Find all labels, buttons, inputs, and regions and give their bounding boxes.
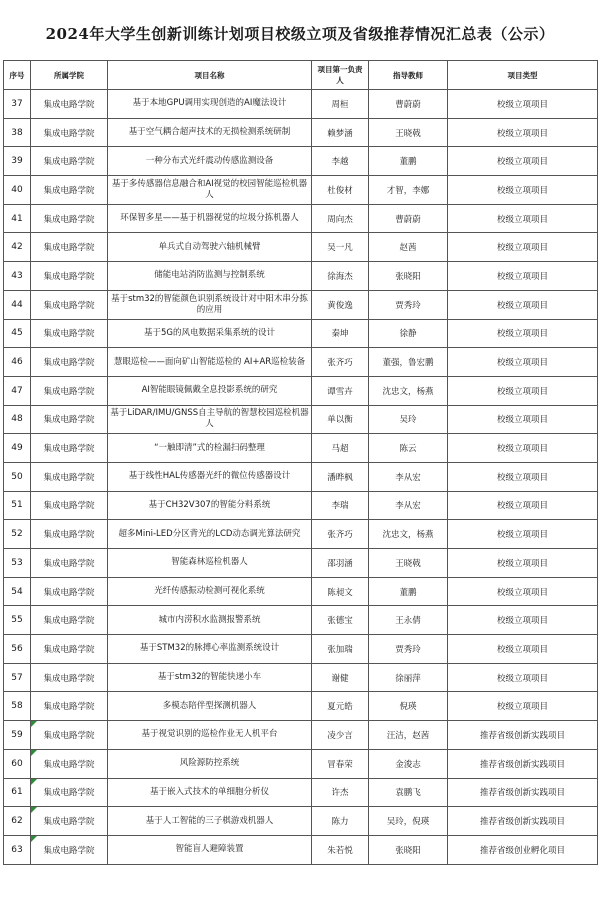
cell-advisor: 贾秀玲 [369, 635, 448, 664]
cell-type: 校级立项项目 [448, 606, 598, 635]
cell-advisor: 王晓戟 [369, 549, 448, 578]
cell-college: 集成电路学院 [31, 749, 108, 778]
cell-leader: 夏元皓 [312, 692, 369, 721]
cell-leader: 李瑞 [312, 491, 369, 520]
cell-type: 校级立项项目 [448, 348, 598, 377]
header-college: 所属学院 [31, 61, 108, 90]
cell-college: 集成电路学院 [31, 204, 108, 233]
cell-type: 校级立项项目 [448, 290, 598, 319]
cell-leader: 张齐巧 [312, 520, 369, 549]
cell-no: 56 [4, 635, 31, 664]
cell-no: 58 [4, 692, 31, 721]
header-type: 项目类型 [448, 61, 598, 90]
cell-college: 集成电路学院 [31, 319, 108, 348]
cell-no: 51 [4, 491, 31, 520]
table-row [4, 118, 598, 147]
cell-no: 57 [4, 663, 31, 692]
table-row [4, 233, 598, 262]
table-row [4, 721, 598, 750]
cell-no: 52 [4, 520, 31, 549]
cell-project-name: AI智能眼镜佩戴全息投影系统的研究 [108, 376, 312, 405]
cell-advisor: 贾秀玲 [369, 290, 448, 319]
table-row [4, 434, 598, 463]
cell-leader: 马超 [312, 434, 369, 463]
cell-type: 校级立项项目 [448, 147, 598, 176]
cell-leader: 邵羽涵 [312, 549, 369, 578]
cell-leader: 许杰 [312, 778, 369, 807]
table-row [4, 176, 598, 205]
cell-leader: 谭雪卉 [312, 376, 369, 405]
cell-type: 校级立项项目 [448, 635, 598, 664]
cell-college: 集成电路学院 [31, 405, 108, 434]
cell-project-name: 单兵式自动驾驶六轴机械臂 [108, 233, 312, 262]
cell-project-name: 基于5G的风电数据采集系统的设计 [108, 319, 312, 348]
table-row [4, 147, 598, 176]
table-row [4, 663, 598, 692]
header-project-name: 项目名称 [108, 61, 312, 90]
table-row [4, 348, 598, 377]
cell-no: 44 [4, 290, 31, 319]
cell-no: 55 [4, 606, 31, 635]
cell-college: 集成电路学院 [31, 520, 108, 549]
cell-no: 49 [4, 434, 31, 463]
cell-project-name: 光纤传感振动检测可视化系统 [108, 577, 312, 606]
cell-project-name: 智能盲人避障装置 [108, 835, 312, 864]
cell-type: 校级立项项目 [448, 262, 598, 291]
cell-type: 校级立项项目 [448, 663, 598, 692]
cell-advisor: 陈云 [369, 434, 448, 463]
cell-leader: 朱若悦 [312, 835, 369, 864]
header-row [4, 61, 598, 90]
cell-project-name: 多模态陪伴型探测机器人 [108, 692, 312, 721]
cell-college: 集成电路学院 [31, 491, 108, 520]
cell-project-name: 基于本地GPU调用实现创造的AI魔法设计 [108, 90, 312, 119]
cell-type: 校级立项项目 [448, 462, 598, 491]
cell-college: 集成电路学院 [31, 176, 108, 205]
cell-project-name: 基于stm32的智能颜色识别系统设计对中阳木串分拣的应用 [108, 290, 312, 319]
cell-college: 集成电路学院 [31, 262, 108, 291]
table-row [4, 577, 598, 606]
cell-no: 53 [4, 549, 31, 578]
cell-project-name: 基于STM32的脉搏心率监测系统设计 [108, 635, 312, 664]
cell-type: 推荐省级创新实践项目 [448, 807, 598, 836]
cell-type: 校级立项项目 [448, 90, 598, 119]
cell-no: 45 [4, 319, 31, 348]
cell-advisor: 汪洁，赵茜 [369, 721, 448, 750]
cell-advisor: 金浚志 [369, 749, 448, 778]
cell-advisor: 徐丽萍 [369, 663, 448, 692]
cell-college: 集成电路学院 [31, 147, 108, 176]
cell-leader: 吴一凡 [312, 233, 369, 262]
cell-project-name: 风险源防控系统 [108, 749, 312, 778]
cell-college: 集成电路学院 [31, 549, 108, 578]
cell-college: 集成电路学院 [31, 835, 108, 864]
cell-college: 集成电路学院 [31, 807, 108, 836]
cell-no: 42 [4, 233, 31, 262]
cell-leader: 陈力 [312, 807, 369, 836]
cell-advisor: 曹蔚蔚 [369, 204, 448, 233]
table-row [4, 692, 598, 721]
cell-no: 39 [4, 147, 31, 176]
cell-no: 46 [4, 348, 31, 377]
cell-no: 59 [4, 721, 31, 750]
cell-advisor: 才智，李娜 [369, 176, 448, 205]
cell-no: 38 [4, 118, 31, 147]
summary-sheet [3, 8, 597, 865]
cell-project-name: 一种分布式光纤震动传感监测设备 [108, 147, 312, 176]
cell-no: 41 [4, 204, 31, 233]
cell-leader: 秦坤 [312, 319, 369, 348]
cell-type: 校级立项项目 [448, 376, 598, 405]
cell-type: 推荐省级创新实践项目 [448, 778, 598, 807]
cell-college: 集成电路学院 [31, 348, 108, 377]
cell-college: 集成电路学院 [31, 290, 108, 319]
cell-project-name: 慧眼巡检——面向矿山智能巡检的 AI+AR巡检装备 [108, 348, 312, 377]
cell-project-name: 基于LiDAR/IMU/GNSS自主导航的智慧校园巡检机器人 [108, 405, 312, 434]
cell-leader: 周桓 [312, 90, 369, 119]
cell-advisor: 王永倩 [369, 606, 448, 635]
cell-advisor: 张晓阳 [369, 835, 448, 864]
header-no: 序号 [4, 61, 31, 90]
header-advisor: 指导教师 [369, 61, 448, 90]
table-row [4, 290, 598, 319]
cell-project-name: 基于嵌入式技术的单细胞分析仪 [108, 778, 312, 807]
table-row [4, 520, 598, 549]
cell-no: 37 [4, 90, 31, 119]
cell-advisor: 吴玲，倪瑛 [369, 807, 448, 836]
cell-project-name: 基于视觉识别的巡检作业无人机平台 [108, 721, 312, 750]
cell-advisor: 赵茜 [369, 233, 448, 262]
cell-leader: 单以衡 [312, 405, 369, 434]
cell-advisor: 王晓戟 [369, 118, 448, 147]
cell-project-name: 超多Mini-LED分区背光的LCD动态调光算法研究 [108, 520, 312, 549]
cell-college: 集成电路学院 [31, 577, 108, 606]
table-row [4, 749, 598, 778]
cell-advisor: 董鹏 [369, 147, 448, 176]
cell-no: 54 [4, 577, 31, 606]
cell-no: 60 [4, 749, 31, 778]
cell-college: 集成电路学院 [31, 692, 108, 721]
cell-advisor: 曹蔚蔚 [369, 90, 448, 119]
cell-type: 校级立项项目 [448, 434, 598, 463]
cell-advisor: 沈忠文，杨燕 [369, 520, 448, 549]
table-row [4, 319, 598, 348]
cell-college: 集成电路学院 [31, 462, 108, 491]
cell-project-name: “一触即清”式的检漏扫码整理 [108, 434, 312, 463]
cell-type: 校级立项项目 [448, 549, 598, 578]
cell-leader: 杜俊材 [312, 176, 369, 205]
cell-no: 62 [4, 807, 31, 836]
cell-leader: 徐海杰 [312, 262, 369, 291]
cell-type: 校级立项项目 [448, 491, 598, 520]
cell-no: 47 [4, 376, 31, 405]
table-row [4, 204, 598, 233]
cell-leader: 谢健 [312, 663, 369, 692]
header-leader: 项目第一负责人 [312, 61, 369, 90]
table-row [4, 405, 598, 434]
cell-type: 校级立项项目 [448, 233, 598, 262]
cell-leader: 张加瑞 [312, 635, 369, 664]
cell-leader: 李越 [312, 147, 369, 176]
cell-leader: 赖梦涵 [312, 118, 369, 147]
cell-project-name: 基于stm32的智能快递小车 [108, 663, 312, 692]
cell-college: 集成电路学院 [31, 434, 108, 463]
cell-project-name: 基于线性HAL传感器光纤的微位传感器设计 [108, 462, 312, 491]
table-row [4, 778, 598, 807]
cell-leader: 张齐巧 [312, 348, 369, 377]
cell-type: 校级立项项目 [448, 176, 598, 205]
cell-type: 推荐省级创新实践项目 [448, 721, 598, 750]
cell-college: 集成电路学院 [31, 663, 108, 692]
cell-project-name: 城市内涝积水监测报警系统 [108, 606, 312, 635]
table-row [4, 606, 598, 635]
cell-college: 集成电路学院 [31, 778, 108, 807]
project-table [3, 60, 598, 865]
cell-project-name: 基于空气耦合超声技术的无损检测系统研制 [108, 118, 312, 147]
cell-advisor: 李从宏 [369, 491, 448, 520]
table-row [4, 376, 598, 405]
cell-no: 50 [4, 462, 31, 491]
cell-leader: 潘晔枫 [312, 462, 369, 491]
cell-college: 集成电路学院 [31, 376, 108, 405]
table-row [4, 462, 598, 491]
cell-no: 61 [4, 778, 31, 807]
cell-advisor: 董强，鲁宏鹏 [369, 348, 448, 377]
table-row [4, 262, 598, 291]
cell-advisor: 董鹏 [369, 577, 448, 606]
cell-college: 集成电路学院 [31, 118, 108, 147]
cell-leader: 陈昶文 [312, 577, 369, 606]
cell-project-name: 基于CH32V307的智能分料系统 [108, 491, 312, 520]
cell-type: 推荐省级创新实践项目 [448, 749, 598, 778]
cell-advisor: 徐静 [369, 319, 448, 348]
cell-college: 集成电路学院 [31, 635, 108, 664]
cell-leader: 周向杰 [312, 204, 369, 233]
cell-project-name: 基于多传感器信息融合和AI视觉的校园智能巡检机器人 [108, 176, 312, 205]
cell-no: 43 [4, 262, 31, 291]
table-row [4, 549, 598, 578]
cell-type: 推荐省级创业孵化项目 [448, 835, 598, 864]
cell-no: 48 [4, 405, 31, 434]
cell-type: 校级立项项目 [448, 405, 598, 434]
table-row [4, 90, 598, 119]
cell-no: 40 [4, 176, 31, 205]
cell-type: 校级立项项目 [448, 118, 598, 147]
cell-college: 集成电路学院 [31, 90, 108, 119]
cell-leader: 张德宝 [312, 606, 369, 635]
table-row [4, 635, 598, 664]
cell-project-name: 环保智多星——基于机器视觉的垃圾分拣机器人 [108, 204, 312, 233]
cell-project-name: 储能电站消防监测与控制系统 [108, 262, 312, 291]
table-row [4, 835, 598, 864]
table-row [4, 491, 598, 520]
cell-type: 校级立项项目 [448, 577, 598, 606]
cell-leader: 冒春荣 [312, 749, 369, 778]
cell-type: 校级立项项目 [448, 692, 598, 721]
cell-leader: 凌少言 [312, 721, 369, 750]
cell-type: 校级立项项目 [448, 204, 598, 233]
sheet-title: 2024年大学生创新训练计划项目校级立项及省级推荐情况汇总表（公示） [45, 25, 555, 43]
cell-college: 集成电路学院 [31, 233, 108, 262]
cell-advisor: 吴玲 [369, 405, 448, 434]
cell-advisor: 沈忠文，杨燕 [369, 376, 448, 405]
cell-no: 63 [4, 835, 31, 864]
cell-type: 校级立项项目 [448, 319, 598, 348]
cell-project-name: 基于人工智能的三子棋游戏机器人 [108, 807, 312, 836]
table-row [4, 807, 598, 836]
cell-advisor: 张晓阳 [369, 262, 448, 291]
cell-leader: 黄俊逸 [312, 290, 369, 319]
table-body [4, 90, 598, 865]
cell-advisor: 袁鹏飞 [369, 778, 448, 807]
cell-advisor: 倪瑛 [369, 692, 448, 721]
cell-type: 校级立项项目 [448, 520, 598, 549]
cell-advisor: 李从宏 [369, 462, 448, 491]
cell-project-name: 智能森林巡检机器人 [108, 549, 312, 578]
cell-college: 集成电路学院 [31, 721, 108, 750]
cell-college: 集成电路学院 [31, 606, 108, 635]
